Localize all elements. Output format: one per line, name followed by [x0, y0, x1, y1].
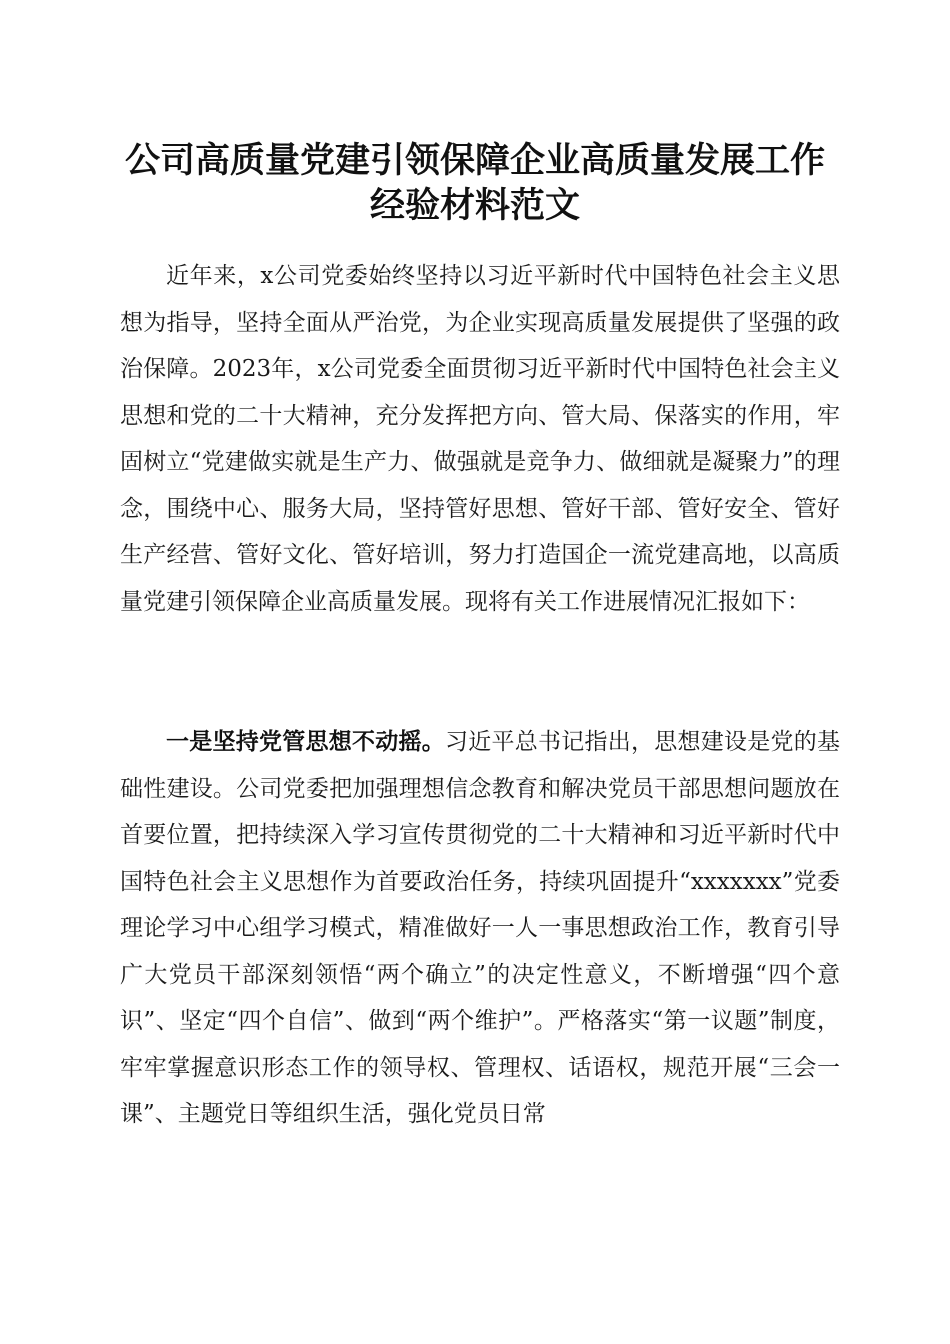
- paragraph-intro-text: 近年来，x公司党委始终坚持以习近平新时代中国特色社会主义思想为指导，坚持全面从严治党，为企业实现高质量发展提供了坚强的政治保障。2023年，x公司党委全面贯彻习近平新时代中国特色社会主义思想和党的二十大精神，充分发挥把方向、管大局、保落实的作用，牢固树立“党建做实就是生产力、做强就是竞争力、做细就是凝聚力”的理念，围绕中心、服务大局，坚持管好思想、管好干部、管好安全、管好生产经营、管好文化、管好培训，努力打造国企一流党建高地，以高质量党建引领保障企业高质量发展。现将有关工作进展情况汇报如下：: [120, 263, 840, 615]
- document-title-line-2: 经验材料范文: [369, 185, 580, 226]
- paragraph-intro: [120, 253, 840, 625]
- paragraph-section-1: [120, 719, 840, 1138]
- section-1-text: 习近平总书记指出，思想建设是党的基础性建设。公司党委把加强理想信念教育和解决党员干部思想问题放在首要位置，把持续深入学习宣传贯彻党的二十大精神和习近平新时代中国特色社会主义思想作为首要政治任务，持续巩固提升“xxxxxxx”党委理论学习中心组学习模式，精准做好一人一事思想政治工作，教育引导广大党员干部深刻领悟“两个确立”的决定性意义，不断增强“四个意识”、坚定“四个自信”、做到“两个维护”。严格落实“第一议题”制度，牢牢掌握意识形态工作的领导权、管理权、话语权，规范开展“三会一课”、主题党日等组织生活，强化党员日常: [120, 729, 840, 1127]
- paragraph-section-1-body: [120, 719, 840, 1138]
- section-1-heading: 一是坚持党管思想不动摇。: [166, 728, 445, 755]
- document-title-line-1: 公司高质量党建引领保障企业高质量发展工作: [124, 140, 825, 181]
